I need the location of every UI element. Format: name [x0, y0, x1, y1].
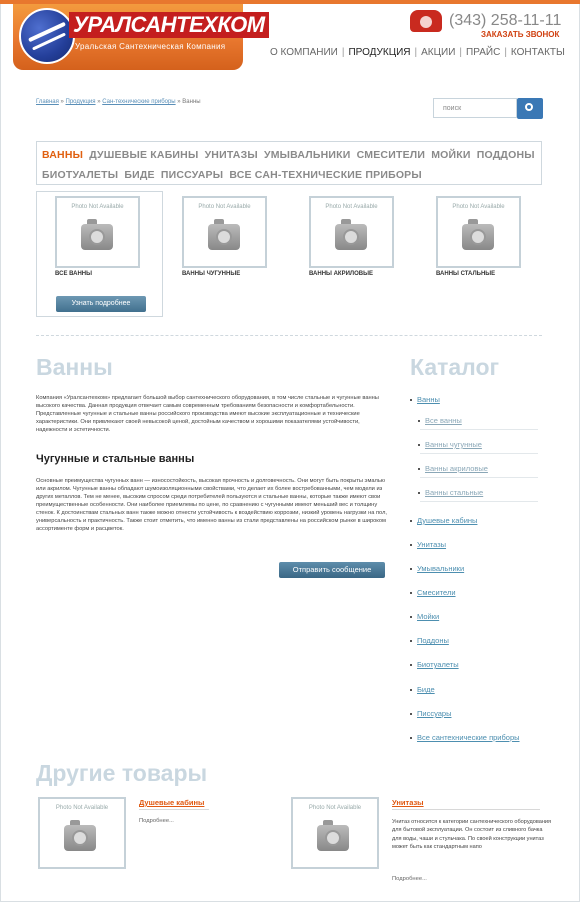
product-thumb[interactable]	[182, 196, 267, 268]
no-photo-label: Photo Not Available	[71, 204, 124, 210]
no-photo-label: Photo Not Available	[325, 204, 378, 210]
catalog-divider	[420, 501, 538, 502]
search-icon	[525, 103, 533, 111]
nav-contacts[interactable]: КОНТАКТЫ	[510, 47, 565, 58]
nav-separator: |	[341, 47, 345, 58]
category-urinals[interactable]: ПИССУАРЫ	[160, 169, 224, 181]
catalog-item[interactable]	[410, 540, 446, 549]
catalog-item-label: Ванны акриловые	[425, 464, 488, 473]
bullet-icon	[418, 420, 420, 422]
catalog-item-label: Ванны стальные	[425, 488, 484, 497]
intro-text: Компания «Уралсантехком» предлагает большой выбор сантехнического оборудования, в том числе стальные и чугунные ванны высокого качества. Данная продукция отвечает самым современным требованиям безопасности и комфортабельности. Представленные чугунные и стальные ванны российского производства имеют высокие эксплуатационные и технические характеристики. Они привлекают своей невысокой ценой, достойным качеством и хорошими показателями устойчивости, надежности и эстетичности.	[36, 395, 379, 433]
category-trays[interactable]: ПОДДОНЫ	[476, 149, 535, 161]
phone-icon	[410, 10, 442, 32]
catalog-divider	[420, 429, 538, 430]
catalog-item[interactable]	[410, 612, 439, 621]
catalog-subitem[interactable]	[418, 464, 488, 473]
body-text: Основные преимущества чугунных ванн — износостойкость, высокая прочность и долговечность. Они могут быть покрыты эмалью или акрилом. Чугунные ванны обладают шумоизоляционными свойствами, что делает их более востребованными, чем модели из других металлов. Тем не менее, высоким спросом среди потребителей пользуются и стальные ванны, которые также имеют свои преимущественные особенности. Они наиболее приемлемы по цене, по сравнению с чугунными имеют меньший вес и толщину стенок. К достоинствам стальных ванн также можно отнести устойчивость к воздействию коррозии, низкий уровень нагрузки на пол, универсальность и практичность. Также стоит отметить, что именно ванны из стали представлены на российском рынке в широком ассортименте форм и расцветок.	[36, 478, 387, 532]
bullet-icon	[418, 492, 420, 494]
other-product-more[interactable]: Подробнее...	[139, 818, 174, 824]
no-photo-label: Photo Not Available	[55, 805, 109, 811]
bullet-icon	[410, 664, 412, 666]
catalog-item-label: Мойки	[417, 612, 440, 621]
breadcrumb-current: Ванны	[182, 99, 201, 105]
category-line-2	[42, 169, 425, 181]
catalog-item-label: Писсуары	[417, 709, 452, 718]
other-product-thumb[interactable]	[38, 797, 126, 869]
nav-separator: |	[504, 47, 507, 58]
nav-products[interactable]: ПРОДУКЦИЯ	[348, 47, 411, 58]
breadcrumb-separator: »	[58, 99, 66, 105]
catalog-item-label: Все ванны	[425, 416, 462, 425]
catalog-item[interactable]	[410, 709, 451, 718]
category-baths[interactable]: ВАННЫ	[42, 149, 84, 161]
product-thumb[interactable]	[309, 196, 394, 268]
other-product-title[interactable]: Унитазы	[392, 798, 424, 807]
breadcrumb-home[interactable]: Главная	[36, 99, 59, 105]
catalog-item-label: Ванны	[417, 395, 440, 404]
bullet-icon	[410, 520, 412, 522]
logo[interactable]	[13, 4, 265, 70]
catalog-item[interactable]	[410, 588, 456, 597]
product-thumb[interactable]	[436, 196, 521, 268]
catalog-item-label: Биотуалеты	[417, 660, 459, 669]
bullet-icon	[410, 399, 412, 401]
category-washbasins[interactable]: УМЫВАЛЬНИКИ	[263, 149, 351, 161]
bullet-icon	[410, 592, 412, 594]
globe-icon	[19, 8, 75, 64]
breadcrumb-products[interactable]: Продукция	[65, 99, 96, 105]
no-photo-label: Photo Not Available	[198, 204, 251, 210]
catalog-item-label: Унитазы	[417, 540, 447, 549]
product-label[interactable]: ВАННЫ АКРИЛОВЫЕ	[309, 271, 373, 277]
title-underline	[392, 809, 540, 810]
catalog-item[interactable]	[410, 564, 464, 573]
page-title: Ванны	[36, 354, 113, 380]
catalog-item[interactable]	[410, 516, 477, 525]
camera-icon	[317, 825, 349, 851]
bullet-icon	[410, 640, 412, 642]
breadcrumb	[36, 99, 201, 105]
camera-icon	[81, 224, 113, 250]
category-bidet[interactable]: БИДЕ	[124, 169, 155, 181]
catalog-item[interactable]	[410, 636, 449, 645]
product-label[interactable]: ВАННЫ ЧУГУННЫЕ	[182, 271, 241, 277]
nav-separator: |	[459, 47, 463, 58]
no-photo-label: Photo Not Available	[452, 204, 505, 210]
bullet-icon	[410, 544, 412, 546]
nav-about[interactable]: О КОМПАНИИ	[270, 47, 338, 58]
camera-icon	[335, 224, 367, 250]
catalog-divider	[420, 453, 538, 454]
catalog-item-baths[interactable]	[410, 395, 440, 404]
no-photo-label: Photo Not Available	[308, 805, 362, 811]
bullet-icon	[418, 468, 420, 470]
other-product-title[interactable]: Душевые кабины	[139, 798, 205, 807]
category-filter-box	[36, 141, 542, 185]
category-mixers[interactable]: СМЕСИТЕЛИ	[356, 149, 426, 161]
product-thumb[interactable]	[55, 196, 140, 268]
catalog-divider	[420, 477, 538, 478]
product-label[interactable]: ВСЕ ВАННЫ	[55, 271, 93, 277]
category-line-1	[42, 149, 538, 161]
logo-title: УРАЛСАНТЕХКОМ	[69, 12, 269, 38]
category-all-devices[interactable]: ВСЕ САН-ТЕХНИЧЕСКИЕ ПРИБОРЫ	[229, 169, 422, 181]
category-biotoilets[interactable]: БИОТУАЛЕТЫ	[42, 169, 119, 181]
bullet-icon	[418, 444, 420, 446]
nav-promotions[interactable]: АКЦИИ	[421, 47, 456, 58]
catalog-item-label: Все сантехнические приборы	[417, 733, 520, 742]
section-subtitle: Чугунные и стальные ванны	[36, 453, 195, 465]
breadcrumb-separator: »	[95, 99, 103, 105]
title-underline	[139, 809, 209, 810]
callback-link[interactable]: ЗАКАЗАТЬ ЗВОНОК	[481, 30, 560, 39]
other-goods-title: Другие товары	[36, 760, 208, 786]
bullet-icon	[410, 737, 412, 739]
camera-icon	[64, 825, 96, 851]
search-input[interactable]: поиск	[433, 98, 517, 118]
camera-icon	[208, 224, 240, 250]
bullet-icon	[410, 568, 412, 570]
logo-subtitle: Уральская Сантехническая Компания	[75, 42, 226, 51]
catalog-title: Каталог	[410, 354, 500, 380]
camera-icon	[462, 224, 494, 250]
catalog-item[interactable]	[410, 733, 520, 742]
catalog-item[interactable]	[410, 660, 459, 669]
bullet-icon	[410, 713, 412, 715]
catalog-item-label: Смесители	[417, 588, 456, 597]
breadcrumb-separator: »	[175, 99, 183, 105]
top-nav	[270, 47, 565, 58]
catalog-item-label: Биде	[417, 685, 435, 694]
catalog-subitem[interactable]	[418, 440, 482, 449]
catalog-item-label: Умывальники	[417, 564, 465, 573]
other-product-more[interactable]: Подробнее...	[392, 876, 427, 882]
other-product-thumb[interactable]	[291, 797, 379, 869]
catalog-item-label: Душевые кабины	[417, 516, 478, 525]
catalog-subitem[interactable]	[418, 416, 462, 425]
breadcrumb-devices[interactable]: Сан-технические приборы	[102, 99, 176, 105]
nav-separator: |	[414, 47, 418, 58]
category-showers[interactable]: ДУШЕВЫЕ КАБИНЫ	[89, 149, 199, 161]
catalog-subitem[interactable]	[418, 488, 483, 497]
bullet-icon	[410, 616, 412, 618]
category-toilets[interactable]: УНИТАЗЫ	[204, 149, 258, 161]
other-product-desc: Унитаз относится к категории сантехнического оборудования для бытовой эксплуатации. Он состоит из сливного бачка для воды, чаши и стульчака. По своей конструкции унитаз может быть как стандартным напо	[392, 819, 552, 850]
catalog-item[interactable]	[410, 685, 435, 694]
bullet-icon	[410, 689, 412, 691]
phone-number: (343) 258-11-11	[449, 12, 562, 29]
search-button[interactable]	[517, 98, 543, 119]
more-details-button[interactable]: Узнать подробнее	[56, 296, 146, 312]
product-label[interactable]: ВАННЫ СТАЛЬНЫЕ	[436, 271, 496, 277]
section-divider	[36, 335, 542, 336]
catalog-item-label: Поддоны	[417, 636, 449, 645]
send-message-button[interactable]: Отправить сообщение	[279, 562, 385, 578]
catalog-item-label: Ванны чугунные	[425, 440, 482, 449]
nav-price[interactable]: ПРАЙС	[466, 47, 501, 58]
category-sinks[interactable]: МОЙКИ	[431, 149, 471, 161]
